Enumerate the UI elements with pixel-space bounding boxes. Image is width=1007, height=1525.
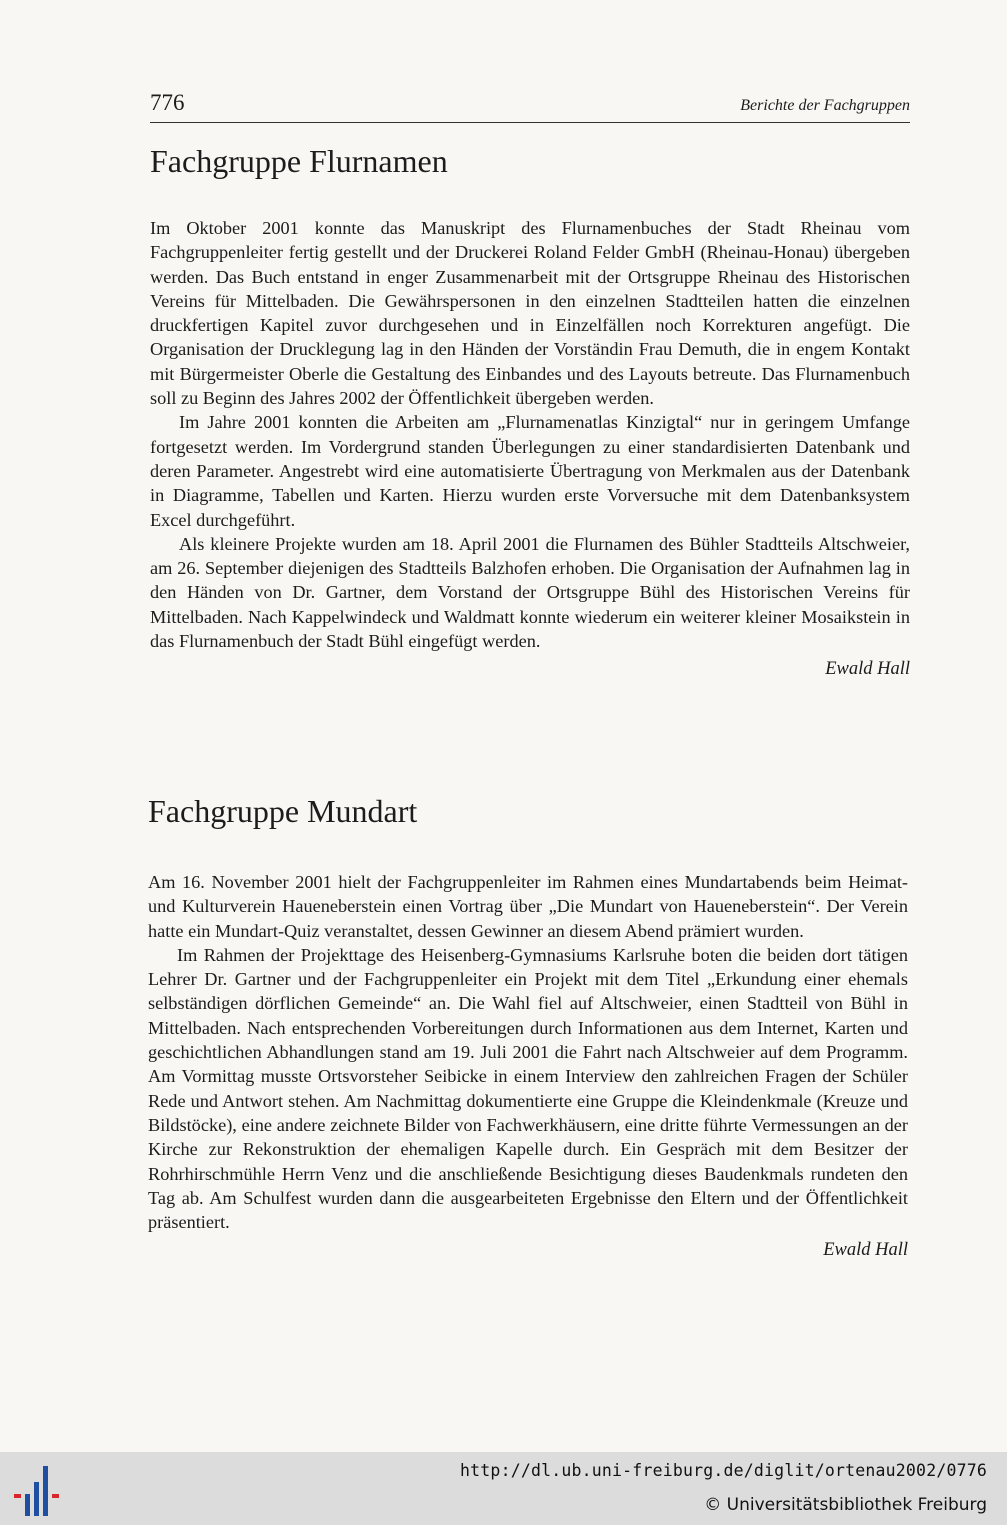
section-mundart (148, 790, 908, 1262)
source-url-link[interactable]: http://dl.ub.uni-freiburg.de/diglit/ortenau2002/0776 (460, 1461, 987, 1480)
running-head: Berichte der Fachgruppen (740, 97, 910, 114)
page-number: 776 (150, 90, 185, 115)
section-flurnamen (150, 140, 910, 681)
ub-freiburg-logo-icon (14, 1464, 64, 1518)
paragraph: Im Rahmen der Projekttage des Heisenberg-Gymnasiums Karlsruhe boten die beiden dort tätigen Lehrer Dr. Gartner und der Fachgruppenleiter ein Projekt mit dem Titel „Erkundung einer ehemals selbständigen dörflichen Gemeinde“ an. Die Wahl fiel auf Altschweier, einen Stadtteil von Bühl in Mittelbaden. Nach entsprechenden Vorbereitungen durch Informationen aus dem Internet, Karten und geschichtlichen Abhandlungen stand am 19. Juli 2001 die Fahrt nach Altschweier auf dem Programm. Am Vormittag musste Ortsvorsteher Seibicke in einem Interview den zahlreichen Fragen der Schüler Rede und Antwort stehen. Am Nachmittag dokumentierte eine Gruppe die Kleindenkmale (Kreuze und Bildstöcke), eine andere zeichnete Bilder von Fachwerkhäusern, eine dritte führte Vermessungen an der Kirche zur Rekonstruktion der ehemaligen Kapelle durch. Ein Gespräch mit dem Besitzer der Rohrhirschmühle Herrn Venz und die anschließende Besichtigung dieses Baudenkmals rundeten den Tag ab. Am Schulfest wurden dann die ausgearbeiteten Ergebnisse den Eltern und der Öffentlichkeit präsentiert. (148, 944, 908, 1233)
section-title: Fachgruppe Flurnamen (150, 143, 448, 179)
page-header (150, 88, 910, 123)
author-signature: Ewald Hall (823, 1240, 908, 1261)
copyright-notice: © Universitätsbibliothek Freiburg (704, 1495, 987, 1515)
paragraph: Am 16. November 2001 hielt der Fachgruppenleiter im Rahmen eines Mundartabends beim Heimat- und Kulturverein Haueneberstein einen Vortrag über „Die Mundart von Haueneberstein“. Der Verein hatte ein Mundart-Quiz veranstaltet, dessen Gewinner an diesem Abend prämiert wurden. (148, 872, 908, 941)
section-body (150, 216, 910, 653)
section-body (148, 870, 908, 1234)
section-title: Fachgruppe Mundart (148, 793, 418, 829)
author-signature: Ewald Hall (825, 659, 910, 680)
paragraph: Im Oktober 2001 konnte das Manuskript des Flurnamenbuches der Stadt Rheinau vom Fachgruppenleiter fertig gestellt und der Druckerei Roland Felder GmbH (Rheinau-Honau) übergeben werden. Das Buch entstand in enger Zusammenarbeit mit der Ortsgruppe Rheinau des Historischen Vereins für Mittelbaden. Die Gewährspersonen in den einzelnen Stadtteilen hatten die einzelnen druckfertigen Kapitel zuvor durchgesehen und in Einzelfällen noch Korrekturen angefügt. Die Organisation der Drucklegung lag in den Händen der Vorständin Frau Demuth, die in engem Kontakt mit Bürgermeister Oberle die Gestaltung des Einbandes und des Layouts betreute. Das Flurnamenbuch soll zu Beginn des Jahres 2002 der Öffentlichkeit übergeben werden. (150, 218, 910, 409)
footer-bar (0, 1452, 1007, 1525)
paragraph: Als kleinere Projekte wurden am 18. April 2001 die Flurnamen des Bühler Stadtteils Altschweier, am 26. September diejenigen des Stadtteils Balzhofen erhoben. Die Organisation der Aufnahmen lag in den Händen von Dr. Gartner, dem Vorstand der Ortsgruppe Bühl des Historischen Vereins für Mittelbaden. Nach Kappelwindeck und Waldmatt konnte wiederum ein weiterer kleiner Mosaikstein in das Flurnamenbuch der Stadt Bühl eingefügt werden. (150, 533, 910, 652)
paragraph: Im Jahre 2001 konnten die Arbeiten am „Flurnamenatlas Kinzigtal“ nur in geringem Umfange fortgesetzt werden. Im Vordergrund standen Überlegungen zu einer standardisierten Datenbank und deren Parameter. Angestrebt wird eine automatisierte Übertragung von Merkmalen aus der Datenbank in Diagramme, Tabellen und Karten. Hierzu wurden erste Vorversuche mit dem Datenbanksystem Excel durchgeführt. (150, 412, 910, 530)
